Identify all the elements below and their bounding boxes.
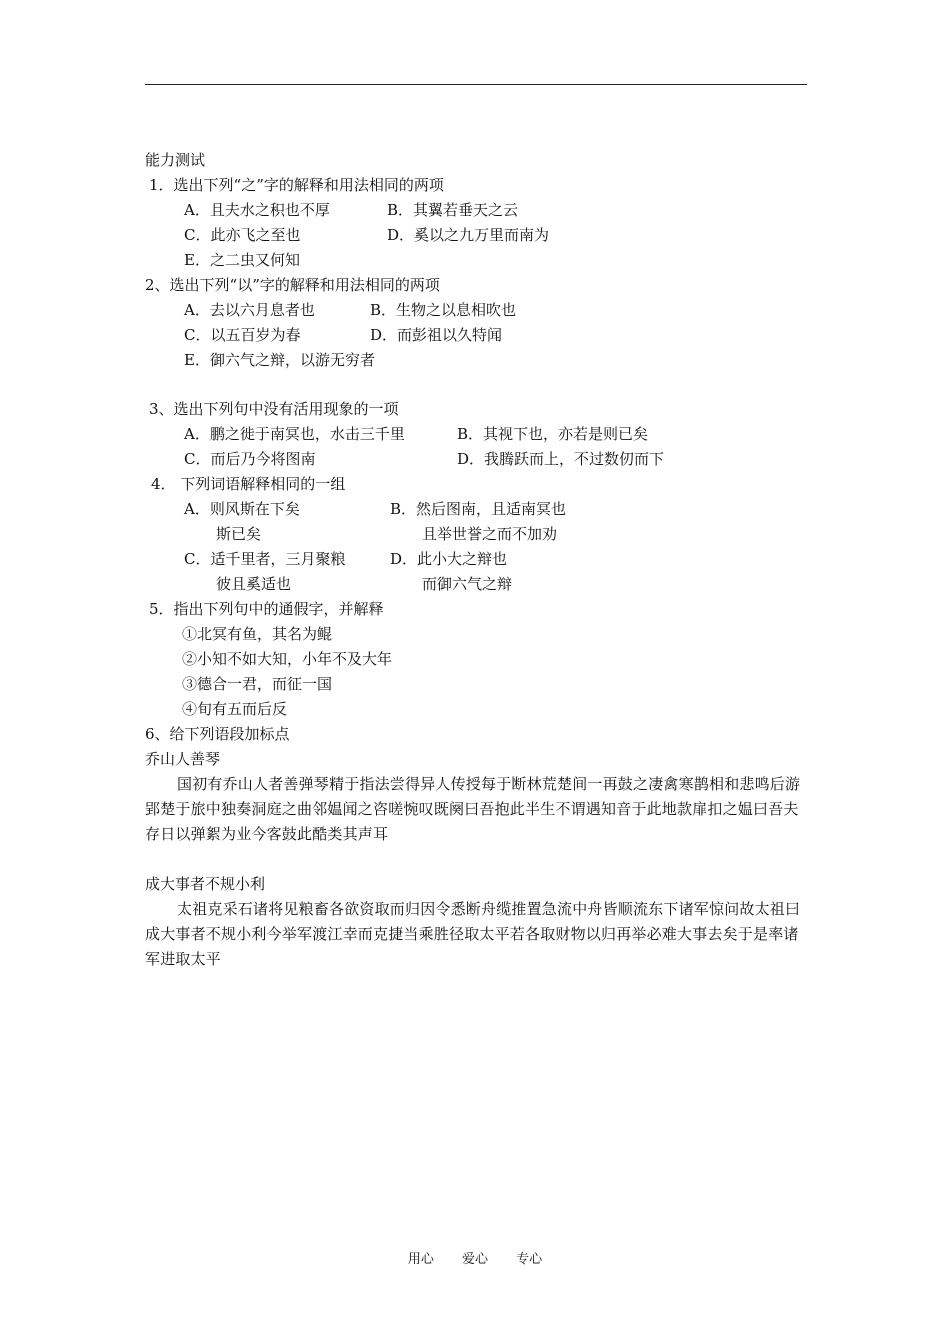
question-1-option-d: D．奚以之九万里而南为 (387, 226, 550, 244)
question-4-option-c-line1: C．适千里者，三月聚粮 (184, 550, 346, 568)
header-rule (145, 84, 807, 85)
question-5-item: ③德合一君，而征一国 (182, 675, 333, 693)
question-4-option-a-line1: A．则风斯在下矣 (184, 500, 300, 518)
question-1-option-e: E．之二虫又何知 (184, 251, 300, 269)
question-3-option-d: D．我腾跃而上，不过数仞而下 (457, 450, 665, 468)
question-4-option-c-line2: 彼且奚适也 (216, 575, 292, 593)
question-5-item: ②小知不如大知，小年不及大年 (182, 650, 393, 668)
page-footer (0, 1248, 950, 1267)
question-4-option-b-line1: B．然后图南，且适南冥也 (390, 500, 567, 518)
question-2-option-c: C．以五百岁为春 (184, 326, 301, 344)
question-4-stem: 4． 下列词语解释相同的一组 (151, 475, 346, 493)
question-3-option-b: B．其视下也，亦若是则已矣 (457, 425, 649, 443)
footer-text: 专心 (516, 1252, 543, 1267)
question-1-option-c: C．此亦飞之至也 (184, 226, 301, 244)
passage-2-text: 太祖克采石诸将见粮畜各欲资取而归因令悉断舟缆推置急流中舟皆顺流东下诸军惊问故太祖曰成大事者不规小利今举军渡江幸而克捷当乘胜径取太平若各取财物以归再举必难大事去矣于是率诸军进取太平 (145, 900, 801, 968)
passage-1-text: 国初有乔山人者善弹琴精于指法尝得异人传授每于断林荒楚间一再鼓之凄禽寒鹊相和悲鸣后游郢楚于旅中独奏洞庭之曲邻媪闻之咨嗟惋叹既阕曰吾抱此半生不谓遇知音于此地款扉扣之媪曰吾夫存日以弹絮为业今客鼓此酷类其声耳 (145, 775, 801, 843)
question-6-stem: 6、给下列语段加标点 (145, 725, 290, 743)
question-4-option-b-line2: 且举世誉之而不加劝 (422, 525, 558, 543)
question-5-item: ①北冥有鱼，其名为鲲 (182, 625, 333, 643)
passage-1-title: 乔山人善琴 (145, 750, 221, 768)
question-2-option-e: E．御六气之辩，以游无穷者 (184, 351, 375, 369)
footer-text: 爱心 (461, 1252, 488, 1267)
question-3-stem: 3、选出下列句中没有活用现象的一项 (149, 400, 399, 418)
question-2-stem: 2、选出下列“以”字的解释和用法相同的两项 (145, 276, 440, 294)
footer-text: 用心 (407, 1252, 434, 1267)
question-2-option-a: A．去以六月息者也 (184, 301, 315, 319)
question-1-stem: 1．选出下列“之”字的解释和用法相同的两项 (149, 176, 444, 194)
question-1-option-a: A．且夫水之积也不厚 (184, 201, 330, 219)
passage-2-title: 成大事者不规小利 (145, 875, 266, 893)
question-4-option-a-line2: 斯已矣 (216, 525, 262, 543)
question-3-option-c: C．而后乃今将图南 (184, 450, 316, 468)
question-1-option-b: B．其翼若垂天之云 (387, 201, 519, 219)
question-4-option-d-line2: 而御六气之辩 (422, 575, 513, 593)
question-4-option-d-line1: D．此小大之辩也 (390, 550, 508, 568)
section-heading: 能力测试 (145, 151, 206, 169)
question-5-item: ④旬有五而后反 (182, 700, 288, 718)
question-2-option-d: D．而彭祖以久特闻 (370, 326, 503, 344)
question-2-option-b: B．生物之以息相吹也 (370, 301, 517, 319)
question-5-stem: 5．指出下列句中的通假字，并解释 (149, 600, 384, 618)
question-3-option-a: A．鹏之徙于南冥也，水击三千里 (184, 425, 405, 443)
